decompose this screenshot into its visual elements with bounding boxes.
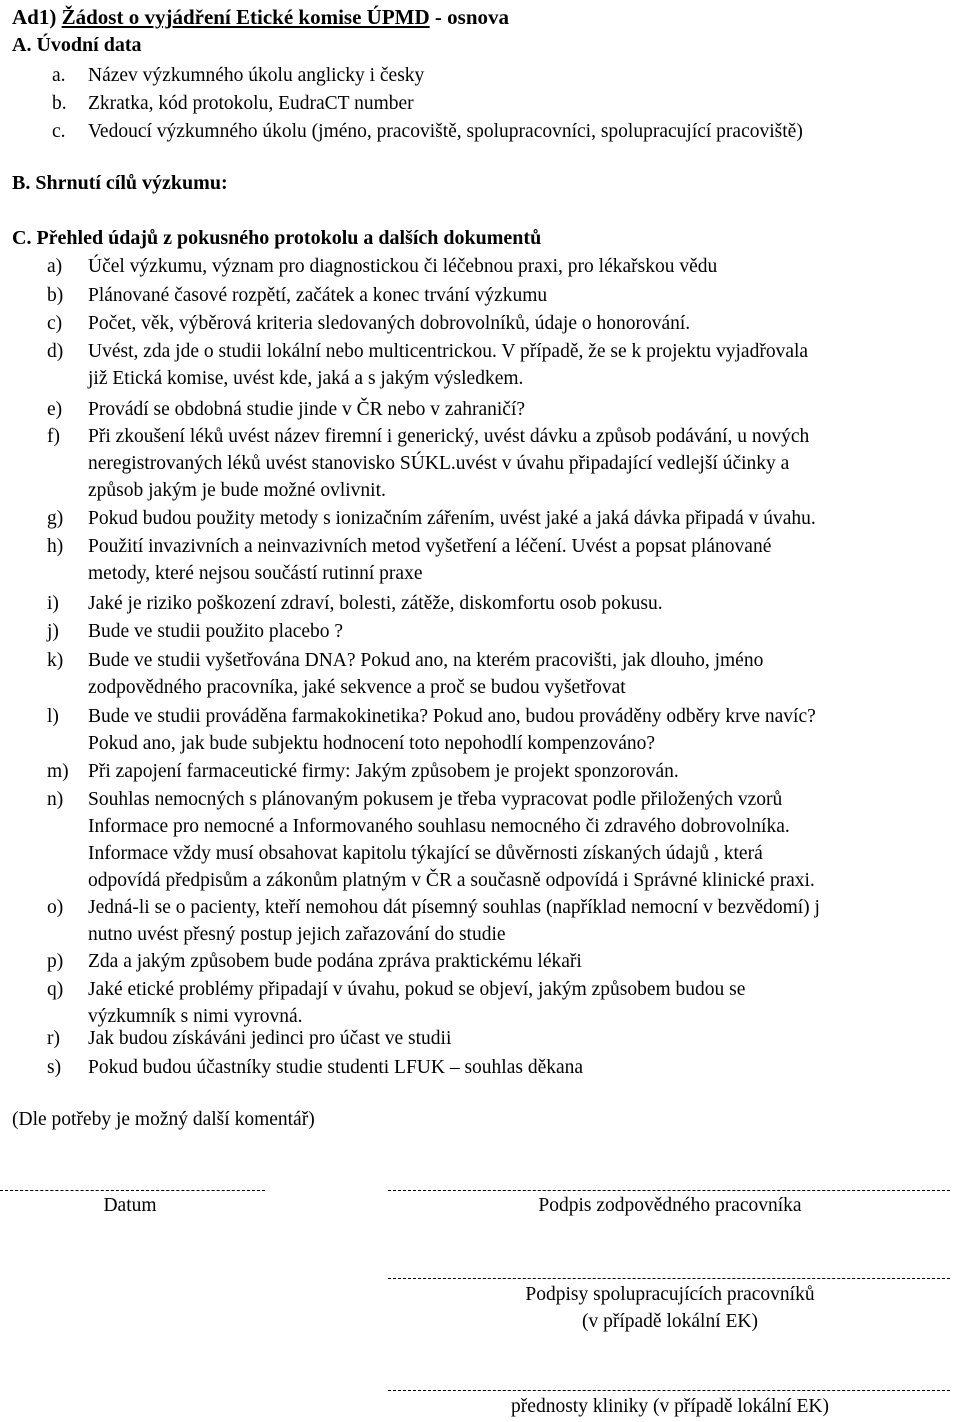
head-signature-line bbox=[388, 1390, 950, 1391]
head-signature-label bbox=[440, 1393, 900, 1420]
list-item-text bbox=[88, 1025, 958, 1052]
list-item-text: Zkratka, kód protokolu, EudraCT number bbox=[88, 93, 414, 114]
list-item-line: Jaké je riziko poškození zdraví, bolesti, zátěže, diskomfortu osob pokusu. bbox=[88, 593, 663, 614]
list-marker: q) bbox=[47, 979, 64, 1000]
list-item-line: Jak budou získáváni jedinci pro účast ve studii bbox=[88, 1028, 452, 1049]
title-prefix: Ad1) bbox=[12, 5, 62, 29]
list-marker: f) bbox=[47, 426, 60, 447]
list-item-line: Bude ve studii použito placebo ? bbox=[88, 621, 344, 642]
responsible-signature-line bbox=[388, 1190, 950, 1191]
list-item-line: Při zkoušení léků uvést název firemní i generický, uvést dávku a způsob podávání, u nových bbox=[88, 426, 810, 447]
date-label bbox=[40, 1192, 220, 1219]
title-suffix: - osnova bbox=[429, 5, 510, 29]
list-item-line: Souhlas nemocných s plánovaným pokusem je třeba vypracovat podle přiložených vzorů bbox=[88, 789, 783, 810]
comment-note: (Dle potřeby je možný další komentář) bbox=[12, 1109, 315, 1130]
list-item-line: metody, které nejsou součástí rutinní praxe bbox=[88, 563, 423, 584]
list-item bbox=[52, 118, 803, 146]
list-item-line: Jaké etické problémy připadají v úvahu, pokud se objeví, jakým způsobem budou se bbox=[88, 979, 746, 1000]
list-marker: c. bbox=[52, 121, 66, 142]
list-item-line: odpovídá předpisům a zákonům platným v ČR a současně odpovídá i Správné klinické praxi. bbox=[88, 870, 815, 891]
list-item-text bbox=[88, 703, 958, 757]
list-marker: a) bbox=[47, 256, 63, 277]
list-item-line: Plánované časové rozpětí, začátek a konec trvání výzkumu bbox=[88, 285, 548, 306]
list-item-text bbox=[88, 786, 958, 894]
section-a-heading: A. Úvodní data bbox=[12, 34, 142, 56]
list-item-line: neregistrovaných léků uvést stanovisko SÚKL.uvést v úvahu připadající vedlejší účinky a bbox=[88, 453, 790, 474]
list-item-text bbox=[88, 647, 958, 701]
list-item-line: nutno uvést přesný postup jejich zařazování do studie bbox=[88, 924, 506, 945]
list-marker: o) bbox=[47, 897, 64, 918]
list-item-line: Provádí se obdobná studie jinde v ČR nebo v zahraničí? bbox=[88, 399, 526, 420]
list-item-text bbox=[88, 505, 958, 532]
list-marker: m) bbox=[47, 761, 69, 782]
list-item-line: Počet, věk, výběrová kriteria sledovaných dobrovolníků, údaje o honorování. bbox=[88, 313, 691, 334]
collaborators-label-line2: (v případě lokální EK) bbox=[582, 1311, 758, 1332]
collaborators-label-line1: Podpisy spolupracujících pracovníků bbox=[525, 1284, 815, 1305]
title-underlined: Žádost o vyjádření Etické komise ÚPMD bbox=[61, 5, 430, 29]
list-item-line: Účel výzkumu, význam pro diagnostickou či léčebnou praxi, pro lékařskou vědu bbox=[88, 256, 718, 277]
list-marker: h) bbox=[47, 536, 64, 557]
list-marker: p) bbox=[47, 951, 64, 972]
list-item-line: výzkumník s nimi vyrovná. bbox=[88, 1006, 303, 1027]
list-marker: b) bbox=[47, 285, 64, 306]
list-item-line: zodpovědného pracovníka, jaké sekvence a proč se budou vyšetřovat bbox=[88, 677, 626, 698]
list-item-text bbox=[88, 590, 958, 617]
list-item-text bbox=[88, 758, 958, 785]
list-item-text bbox=[88, 894, 958, 948]
list-item-text bbox=[88, 310, 958, 337]
list-item-line: Pokud budou použity metody s ionizačním zářením, uvést jaké a jaká dávka připadá v úvahu. bbox=[88, 508, 816, 529]
list-marker: r) bbox=[47, 1028, 60, 1049]
list-marker: s) bbox=[47, 1057, 62, 1078]
collaborators-signature-line bbox=[388, 1278, 950, 1279]
responsible-label-text: Podpis zodpovědného pracovníka bbox=[538, 1195, 802, 1216]
list-item-text bbox=[88, 976, 958, 1030]
list-marker: l) bbox=[47, 706, 59, 727]
list-item-text bbox=[88, 282, 958, 309]
list-item-line: Při zapojení farmaceutické firmy: Jakým způsobem je projekt sponzorován. bbox=[88, 761, 679, 782]
list-item-line: Bude ve studii vyšetřována DNA? Pokud ano, na kterém pracovišti, jak dlouho, jméno bbox=[88, 650, 764, 671]
responsible-signature-label bbox=[440, 1192, 900, 1219]
list-marker: c) bbox=[47, 313, 63, 334]
list-item-line: Pokud budou účastníky studie studenti LFUK – souhlas děkana bbox=[88, 1057, 584, 1078]
list-marker: g) bbox=[47, 508, 64, 529]
head-label-text: přednosty kliniky (v případě lokální EK) bbox=[511, 1396, 829, 1417]
list-marker: k) bbox=[47, 650, 64, 671]
list-item-line: Jedná-li se o pacienty, kteří nemohou dát písemný souhlas (například nemocní v bezvědomí) j bbox=[88, 897, 820, 918]
list-item-text bbox=[88, 618, 958, 645]
list-item-line: Uvést, zda jde o studii lokální nebo multicentrickou. V případě, že se k projektu vyjadřovala bbox=[88, 341, 809, 362]
list-item-text bbox=[88, 533, 958, 587]
list-item-line: Informace pro nemocné a Informovaného souhlasu nemocného či zdravého dobrovolníka. bbox=[88, 816, 790, 837]
list-marker: e) bbox=[47, 399, 63, 420]
list-marker: i) bbox=[47, 593, 59, 614]
section-c-heading: C. Přehled údajů z pokusného protokolu a dalších dokumentů bbox=[12, 227, 542, 249]
list-item-text bbox=[88, 253, 958, 280]
section-b-heading: B. Shrnutí cílů výzkumu: bbox=[12, 172, 228, 194]
list-item-text bbox=[88, 948, 958, 975]
list-item-text bbox=[88, 1054, 958, 1081]
list-item-line: Použití invazivních a neinvazivních metod vyšetření a léčení. Uvést a popsat plánované bbox=[88, 536, 772, 557]
list-item-line: Pokud ano, jak bude subjektu hodnocení toto nepohodlí kompenzováno? bbox=[88, 733, 656, 754]
list-item-line: způsob jakým je bude možné ovlivnit. bbox=[88, 480, 386, 501]
document-title bbox=[12, 5, 509, 30]
collaborators-signature-label bbox=[440, 1281, 900, 1335]
date-signature-line bbox=[0, 1190, 265, 1191]
list-marker: j) bbox=[47, 621, 59, 642]
list-item-text: Název výzkumného úkolu anglicky i česky bbox=[88, 65, 425, 86]
list-marker: d) bbox=[47, 341, 64, 362]
list-item-text: Vedoucí výzkumného úkolu (jméno, pracoviště, spolupracovníci, spolupracující pracoviště) bbox=[88, 121, 803, 142]
list-item-text bbox=[88, 396, 958, 423]
list-marker: a. bbox=[52, 65, 66, 86]
list-marker: b. bbox=[52, 93, 67, 114]
list-item-line: Bude ve studii prováděna farmakokinetika? Pokud ano, budou prováděny odběry krve navíc? bbox=[88, 706, 816, 727]
list-marker: n) bbox=[47, 789, 64, 810]
date-label-text: Datum bbox=[103, 1195, 157, 1216]
section-a-list bbox=[52, 62, 803, 146]
list-item-text bbox=[88, 338, 958, 392]
list-item-text bbox=[88, 423, 958, 504]
list-item-line: Zda a jakým způsobem bude podána zpráva praktickému lékaři bbox=[88, 951, 582, 972]
list-item-line: Informace vždy musí obsahovat kapitolu týkající se důvěrnosti získaných údajů , která bbox=[88, 843, 763, 864]
list-item bbox=[52, 90, 803, 118]
list-item bbox=[52, 62, 803, 90]
list-item-line: již Etická komise, uvést kde, jaká a s jakým výsledkem. bbox=[88, 368, 524, 389]
